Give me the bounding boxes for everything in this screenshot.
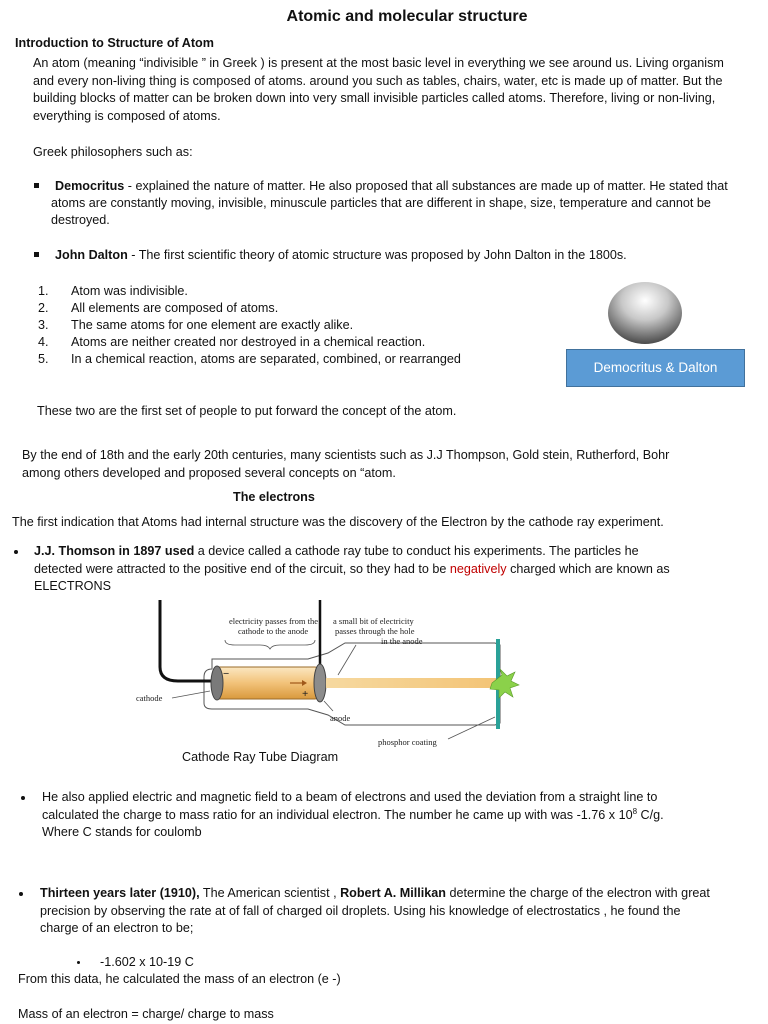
bullet-dot-icon: [19, 892, 23, 896]
democritus-dalton-label: Democritus & Dalton: [566, 349, 745, 387]
label-small-bit: a small bit of electricity: [333, 616, 414, 626]
label-small-bit-3: in the anode: [381, 636, 423, 646]
mass-equation: Mass of an electron = charge/ charge to mass: [18, 1007, 274, 1021]
list-item: Atoms are neither created nor destroyed in a chemical reaction.: [71, 335, 426, 349]
plus-sign: +: [302, 688, 309, 700]
democritus-line-3: destroyed.: [51, 213, 110, 227]
list-item: The same atoms for one element are exactly alike.: [71, 318, 354, 332]
electrons-heading: The electrons: [233, 490, 315, 504]
label-cathode: cathode: [136, 693, 163, 703]
list-item: In a chemical reaction, atoms are separated, combined, or rearranged: [71, 352, 461, 366]
list-item: All elements are composed of atoms.: [71, 301, 279, 315]
greek-philosophers: Greek philosophers such as:: [33, 145, 193, 159]
list-item-number: 1.: [38, 284, 49, 298]
list-item-number: 4.: [38, 335, 49, 349]
bullet-dot-icon: [77, 961, 80, 964]
list-item-number: 5.: [38, 352, 49, 366]
democritus-line-2: atoms are constantly moving, invisible, minuscule particles that are different in shape, size, temperature and cannot be: [51, 196, 711, 210]
dalton-line: John Dalton - The first scientific theory of atomic structure was proposed by John Dalton in the 1800s.: [55, 248, 627, 262]
page-title: Atomic and molecular structure: [286, 8, 528, 25]
diagram-caption: Cathode Ray Tube Diagram: [182, 750, 339, 764]
list-item-number: 3.: [38, 318, 49, 332]
century-paragraph: By the end of 18th and the early 20th centuries, many scientists such as J.J Thompson, Gold stein, Rutherford, Bohr among others developed and proposed several concepts on “atom.: [22, 448, 670, 480]
atom-sphere-icon: [606, 281, 684, 345]
label-electricity-passes-2: cathode to the anode: [238, 626, 309, 636]
bullet-square-icon: [34, 252, 39, 257]
label-phosphor: phosphor coating: [378, 737, 437, 747]
thomson-line-2: detected were attracted to the positive end of the circuit, so they had to be negatively charged which are known as: [34, 562, 670, 576]
label-anode: anode: [330, 713, 351, 723]
cathode-ray-tube-diagram: [130, 597, 540, 752]
list-item-number: 2.: [38, 301, 49, 315]
minus-sign: −: [223, 668, 230, 680]
thomson-line-1: J.J. Thomson in 1897 used a device called a cathode ray tube to conduct his experiments. The particles he: [34, 544, 639, 558]
label-electricity-passes: electricity passes from the: [229, 616, 318, 626]
first-set-text: These two are the first set of people to put forward the concept of the atom.: [37, 404, 457, 418]
bullet-square-icon: [34, 183, 39, 188]
intro-heading: Introduction to Structure of Atom: [15, 36, 214, 50]
intro-paragraph: An atom (meaning “indivisible ” in Greek ) is present at the most basic level in everything we see around us. Living organism and every non-living thing is composed of atoms. around you such as tables, chairs, water, etc is made up of matter. But the building blocks of matter can be broken down into very small invisible particles called atoms. Therefore, living or non-living, everything is composed of atoms.: [33, 56, 724, 123]
charge-value: -1.602 x 10-19 C: [100, 955, 194, 969]
democritus-line-1: Democritus - explained the nature of matter. He also proposed that all substances are made up of matter. He stated that: [55, 179, 728, 193]
first-indication-text: The first indication that Atoms had internal structure was the discovery of the Electron by the cathode ray experiment.: [12, 515, 664, 529]
millikan-paragraph: Thirteen years later (1910), The American scientist , Robert A. Millikan determine the charge of the electron with great precision by observing the rate at of fall of charged oil droplets. Using his knowledge of electrostatics , he found the charge of an electron to be;: [40, 886, 710, 935]
list-item: Atom was indivisible.: [71, 284, 188, 298]
label-small-bit-2: passes through the hole: [335, 626, 415, 636]
thomson-line-3: ELECTRONS: [34, 579, 111, 593]
mass-from-text: From this data, he calculated the mass of an electron (e -): [18, 972, 341, 986]
bullet-dot-icon: [14, 550, 18, 554]
field-paragraph: He also applied electric and magnetic field to a beam of electrons and used the deviation from a straight line to calculated the charge to mass ratio for an individual electron. The number he came up with was -1.76 x $10^8$ C/g. Where C stands for coulomb: [42, 790, 664, 839]
bullet-dot-icon: [21, 796, 25, 800]
